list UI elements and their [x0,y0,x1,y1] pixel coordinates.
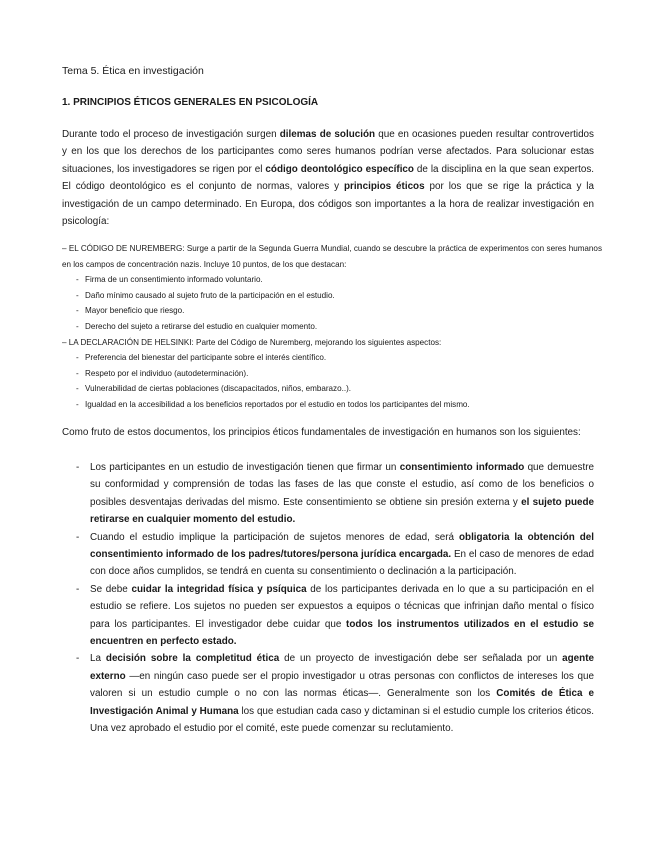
text-run: Cuando el estudio implique la participación de sujetos menores de edad, será [90,531,459,543]
text-run: Se debe [90,583,132,595]
bold-run: agente externo [90,653,594,682]
bold-run: principios éticos [343,181,425,193]
list-item: - Mayor beneficio que riesgo. [62,303,602,319]
helsinki-list [62,350,602,412]
list-item: - Respeto por el individuo (autodeterminación). [62,366,602,382]
principle-item [76,581,594,651]
section-heading: 1. PRINCIPIOS ÉTICOS GENERALES EN PSICOLOGÍA [62,97,319,108]
principles-intro: Como fruto de estos documentos, los principios éticos fundamentales de investigación en humanos son los siguientes: [62,427,581,438]
list-item: - Vulnerabilidad de ciertas poblaciones (discapacitados, niños, embarazo..). [62,381,602,397]
bold-run: Comités de Ética e Investigación Animal y Humana [90,688,595,717]
text-run: —en ningún caso puede ser el propio investigador u otras personas con conflictos de intereses los que valoren si un estudio cumple o no con las normas éticas—. Generalmente son los [90,670,594,700]
nuremberg-title: – EL CÓDIGO DE NUREMBERG: Surge a partir de la Segunda Guerra Mundial, cuando se descubre la práctica de experimentos con seres humanos en los campos de concentración nazis. Incluye 10 puntos, de los que destacan: [62,244,602,269]
nuremberg-list [62,272,602,334]
text-run: los que estudian cada caso y dictaminan si el estudio cumple los criterios éticos. Una vez aprobado el estudio por el comité, este puede comenzar su reclutamiento. [90,705,594,735]
dash-bullet: - [76,531,80,543]
bold-run: código deontológico específico [265,163,414,175]
helsinki-title: – LA DECLARACIÓN DE HELSINKI: Parte del Código de Nuremberg, mejorando los siguientes aspectos: [62,337,442,347]
dash-bullet: - [76,583,80,595]
bold-run: obligatoria la obtención del consentimiento informado de los padres/tutores/persona jurídica encargada. [90,531,594,561]
bold-run: el sujeto puede retirarse en cualquier momento del estudio. [90,496,595,526]
bold-run: todos los instrumentos utilizados en el estudio se encuentren en perfecto estado. [90,618,594,648]
topic-title: Tema 5. Ética en investigación [62,65,204,77]
list-item: - Daño mínimo causado al sujeto fruto de la participación en el estudio. [62,288,602,304]
bold-run: cuidar la integridad física y psíquica [131,583,307,595]
text-run: Durante todo el proceso de investigación surgen [62,129,280,140]
list-item: - Derecho del sujeto a retirarse del estudio en cualquier momento. [62,319,602,335]
bold-run: decisión sobre la completitud ética [105,653,280,665]
text-run: que en ocasiones pueden resultar controvertidos y en los que los derechos de los participantes como seres humanos podrían verse afectados. Para solucionar estas situaciones, los investigadores se rigen por el [62,129,594,175]
text-run: Los participantes en un estudio de investigación tienen que firmar un [90,462,400,473]
principle-item [76,650,594,737]
text-run: de la disciplina en la que sean expertos. El código deontológico es el conjunto de normas, valores y [62,163,595,193]
list-item: - Firma de un consentimiento informado voluntario. [62,272,602,288]
codes-section [62,241,602,413]
dash-bullet: - [76,462,80,473]
list-item: - Igualdad en la accesibilidad a los beneficios reportados por el estudio en todos los participantes del mismo. [62,397,602,413]
text-run: que demuestre su conformidad y comprensión de todas las fases de las que conste el estudio, así como de los beneficios o posibles desventajas derivadas del mismo. Este consentimiento se obtiene sin presión externa y [90,462,594,508]
text-run: por los que se rige la práctica y la investigación de un campo determinado. En Europa, dos códigos son importantes a la hora de realizar investigación en psicología: [62,181,594,228]
list-item: - Preferencia del bienestar del participante sobre el interés científico. [62,350,602,366]
bold-run: consentimiento informado [399,462,525,473]
text-run: La [90,653,106,665]
text-run: de un proyecto de investigación debe ser señalada por un [279,653,563,665]
text-run: En el caso de menores de edad con doce años cumplidos, se tendrá en cuenta su consentimiento o declinación a la participación. [90,549,594,578]
intro-paragraph [62,126,594,230]
principle-item [76,459,594,529]
text-run: de los participantes derivada en lo que a su participación en el estudio se refiere. Los sujetos no pueden ser expuestos a equipos o técnicas que infrinjan daño mental o físico para los participantes. El investigador debe cuidar que [90,583,594,630]
dash-bullet: - [76,653,80,665]
bold-run: dilemas de solución [279,129,376,140]
principle-item [76,529,594,581]
principles-list [76,459,594,738]
